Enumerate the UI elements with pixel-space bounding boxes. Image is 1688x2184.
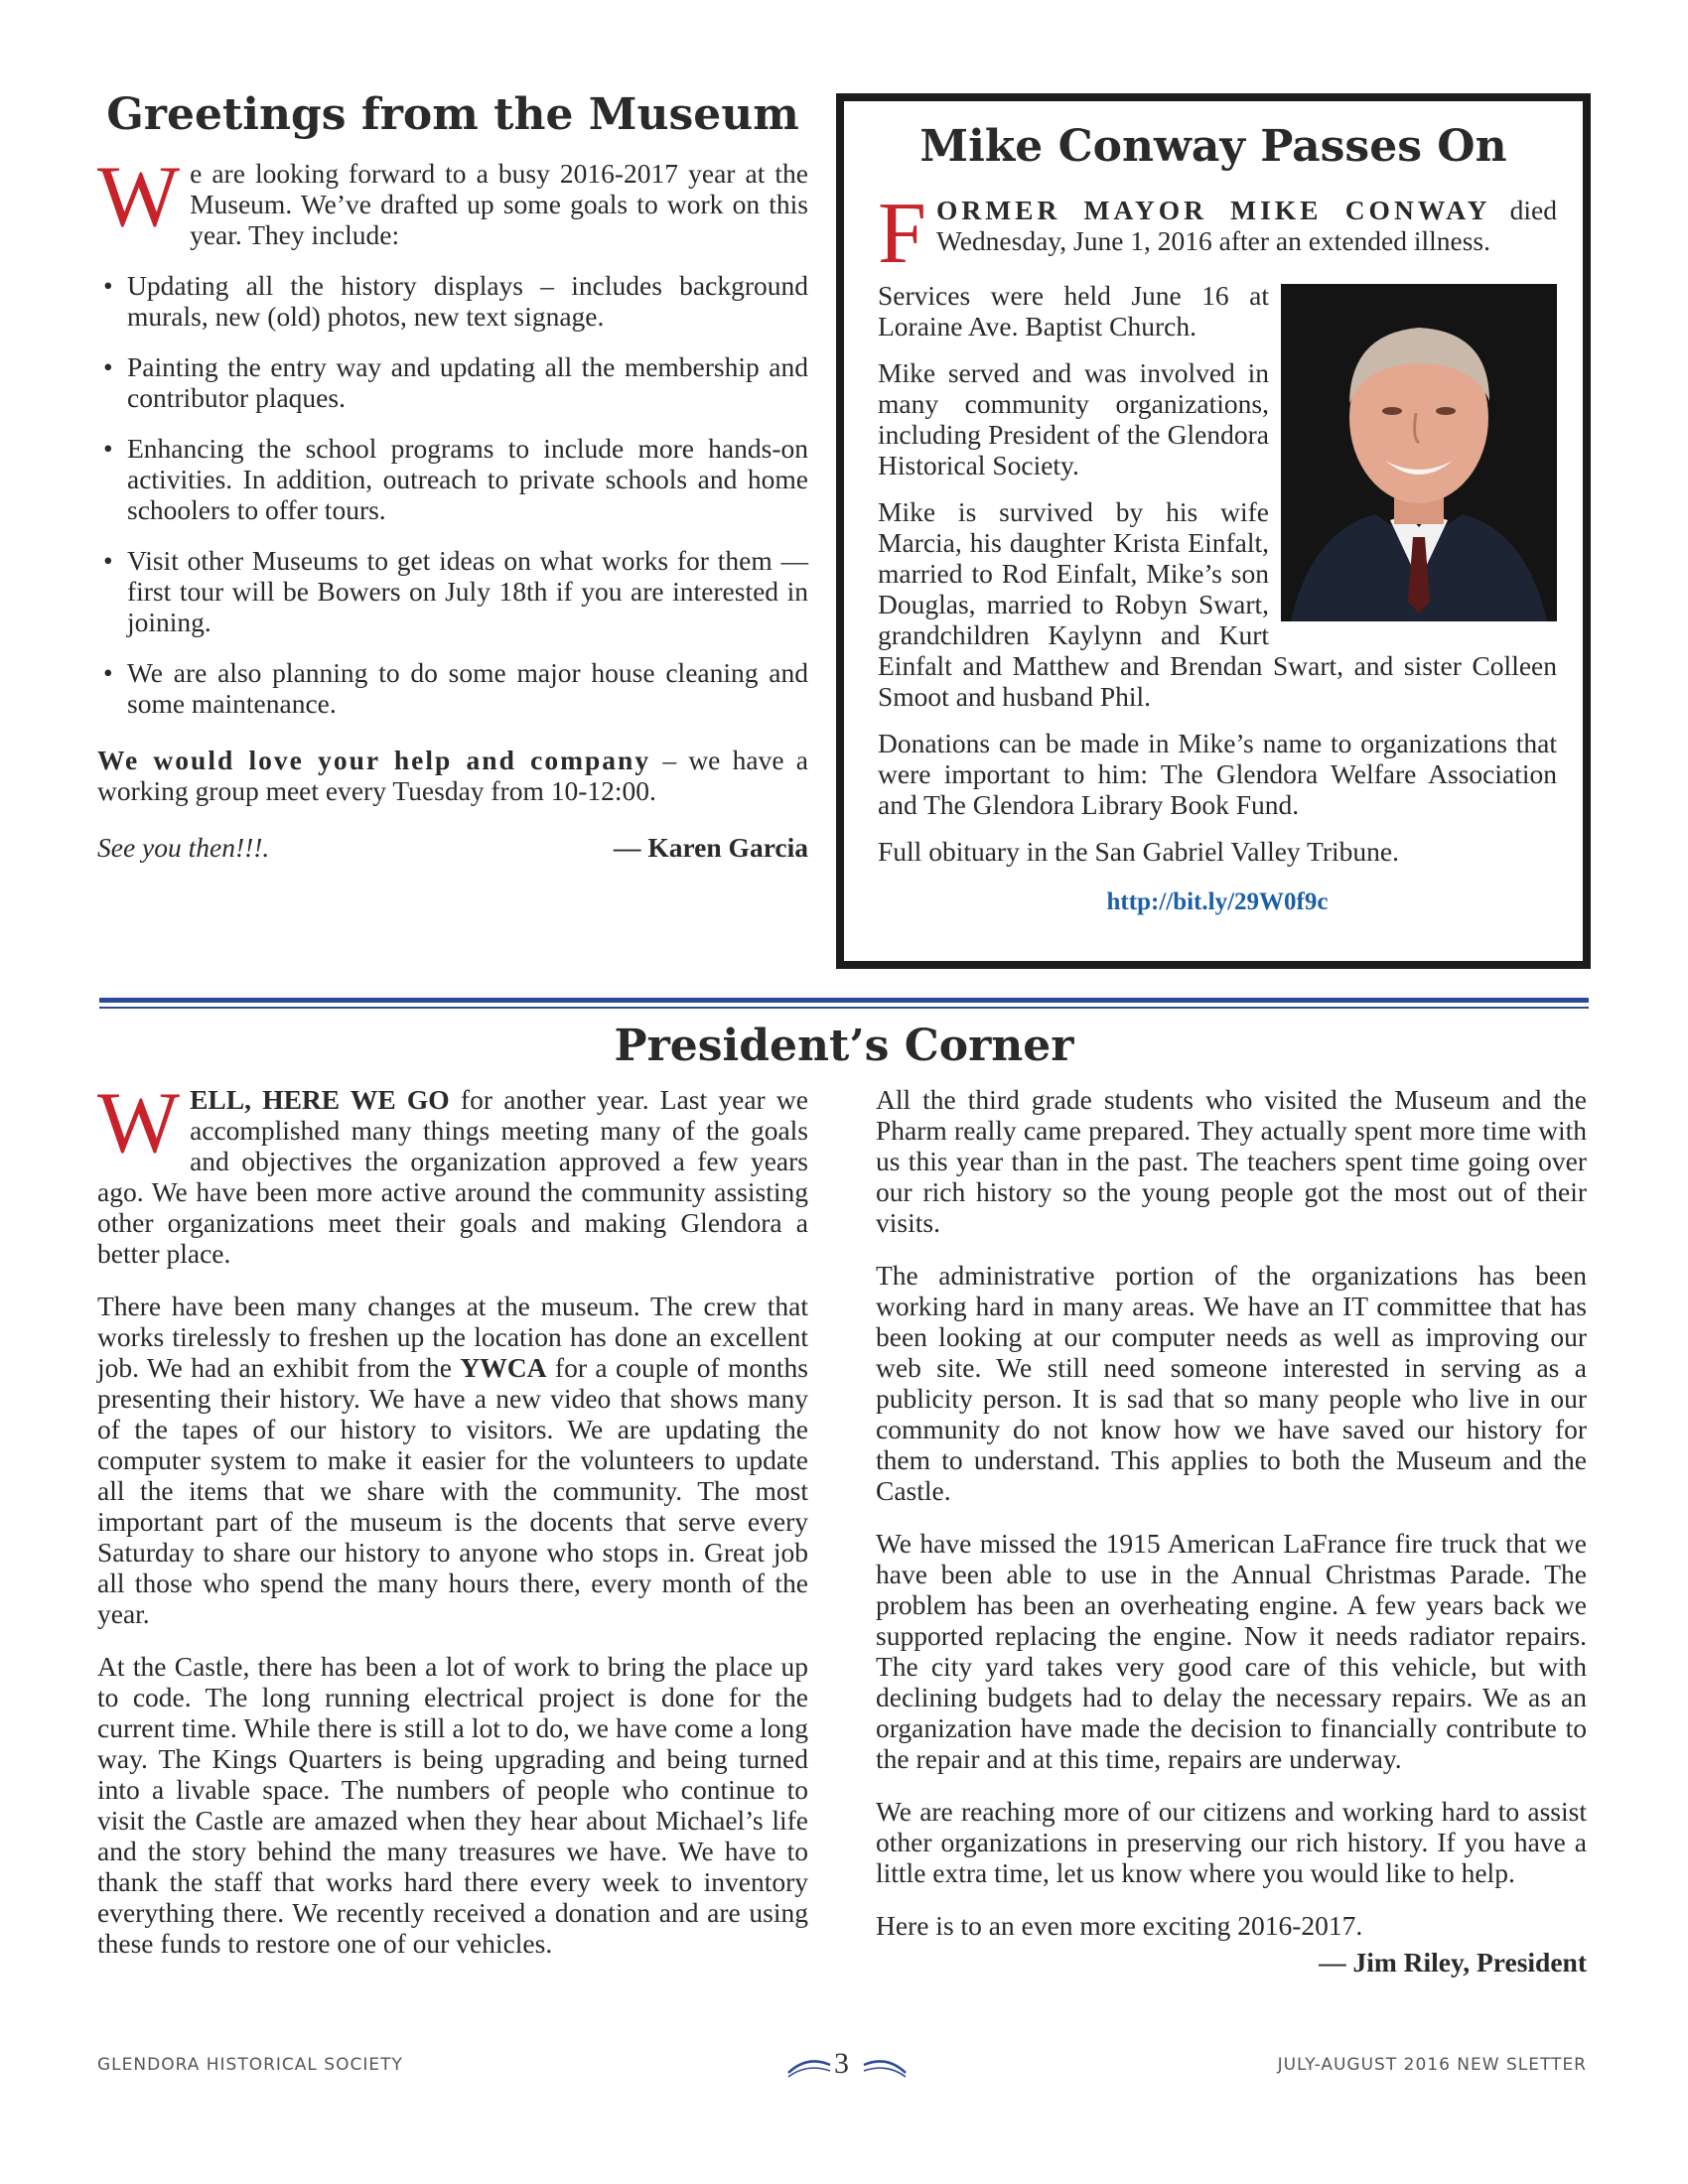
list-item: • We are also planning to do some major house cleaning and some maintenance. xyxy=(97,657,808,719)
president-paragraph: We have missed the 1915 American LaFrance fire truck that we have been able to use in the Annual Christmas Parade. The problem has been an overheating engine. A few years back we supported replacing the engine. Now it needs radiator repairs. The city yard takes very good care of this vehicle, but with declining budgets had to delay the necessary repairs. We as an organization have made the decision to financially contribute to the repair and at this time, repairs are underway. xyxy=(876,1528,1587,1774)
president-paragraph: We are reaching more of our citizens and working hard to assist other organizations in preserving our rich history. If you have a little extra time, let us know where you would like to help. xyxy=(876,1796,1587,1888)
page-footer xyxy=(97,2047,1587,2087)
obituary-lead-text: died Wednesday, June 1, 2016 after an extended illness. xyxy=(935,195,1557,256)
president-lead-caps: ELL, HERE WE GO xyxy=(190,1084,450,1115)
greetings-intro-text: e are looking forward to a busy 2016-2017 year at the Museum. We’ve drafted up some goals to work on this year. They include: xyxy=(190,158,808,250)
greetings-title: Greetings from the Museum xyxy=(106,89,799,140)
president-dropcap: W xyxy=(97,1075,181,1171)
footer-society-name: GLENDORA HISTORICAL SOCIETY xyxy=(97,2055,403,2075)
president-paragraph: Here is to an even more exciting 2016-2017. xyxy=(876,1910,1363,1941)
page-number: 3 xyxy=(834,2047,850,2080)
obituary-title: Mike Conway Passes On xyxy=(919,121,1507,172)
obituary-link[interactable]: http://bit.ly/29W0f9c xyxy=(1106,888,1329,915)
greetings-closing: See you then!!!. xyxy=(97,832,270,863)
greetings-intro xyxy=(97,149,808,250)
president-paragraph: At the Castle, there has been a lot of work to bring the place up to code. The long running electrical project is done for the current time. While there is still a lot to do, we have come a long way. The Kings Quarters is being upgrading and being turned into a livable space. The numbers of people who continue to visit the Castle are amazed when they hear about Michael’s life and the story behind the many treasures we have. We have to thank the staff that works hard there every week to inventory everything there. We recently received a donation and are using these funds to restore one of our vehicles. xyxy=(97,1651,808,1959)
obituary-lead xyxy=(878,186,1557,282)
mike-conway-portrait xyxy=(1281,284,1557,621)
president-paragraph: The administrative portion of the organizations has been working hard in many areas. We have an IT committee that has been looking at our computer needs as well as improving our web site. We still need someone interested in serving as a publicity person. It is sad that so many people who live in our community do not know how we have saved our history for them to understand. This applies to both the Museum and the Castle. xyxy=(876,1260,1587,1506)
list-item: • Visit other Museums to get ideas on what works for them — first tour will be Bowers on July 18th if you are interested in joining. xyxy=(97,545,808,637)
section-divider xyxy=(99,998,1589,1009)
greetings-dropcap: W xyxy=(97,149,181,245)
list-item: • Updating all the history displays – includes background murals, new (old) photos, new text signage. xyxy=(97,270,808,332)
obituary-survivors: Mike is survived by his wife Marcia, his daughter Krista Einfalt, married to Rod Einfalt, Mike’s son Douglas, married to Robyn Swart, grandchildren Kaylynn and Kurt Einfalt and Matthew and Brendan Swart, and sister Colleen Smoot and husband Phil. xyxy=(878,496,1557,712)
greetings-goal-list xyxy=(97,270,808,719)
page-number-ornament xyxy=(782,2047,912,2087)
greetings-help xyxy=(97,745,808,806)
obituary-dropcap: F xyxy=(878,186,926,282)
president-ywca: YWCA xyxy=(460,1352,547,1383)
presidents-corner-right-column xyxy=(876,1084,1587,1978)
greetings-article xyxy=(97,89,808,863)
presidents-corner-left-column xyxy=(97,1075,808,1959)
list-item: • Painting the entry way and updating all the membership and contributor plaques. xyxy=(97,351,808,413)
president-museum-text: There have been many changes at the museum. The crew that works tirelessly to freshen up the location has done an excellent job. We had an exhibit from the xyxy=(97,1291,808,1383)
obituary-services: Services were held June 16 at Loraine Ave. Baptist Church. xyxy=(878,280,1269,341)
obituary-donations: Donations can be made in Mike’s name to organizations that were important to him: The Glendora Welfare Association and The Glendora Library Book Fund. xyxy=(878,728,1557,820)
list-item: • Enhancing the school programs to include more hands-on activities. In addition, outreach to private schools and home schoolers to offer tours. xyxy=(97,433,808,525)
greetings-signoff xyxy=(97,832,808,863)
greetings-help-bold: We would love your help and company xyxy=(97,745,651,775)
greetings-help-text: – we have a working group meet every Tuesday from 10-12:00. xyxy=(97,745,808,806)
obituary-lead-caps: ORMER MAYOR MIKE CONWAY xyxy=(935,195,1491,225)
president-paragraph xyxy=(97,1075,808,1269)
president-paragraph: All the third grade students who visited the Museum and the Pharm really came prepared. They actually spent more time with us this year than in the past. The teachers spent time going over our rich history so the young people got the most out of their visits. xyxy=(876,1084,1587,1238)
obituary-box xyxy=(836,93,1591,969)
president-museum-text-cont: for a couple of months presenting their history. We have a new video that shows many of the tapes of our history to visitors. We are updating the computer system to make it easier for the volunteers to update all the items that we share with the community. The most important part of the museum is the docents that serve every Saturday to share our history to anyone who stops in. Great job all those who spend the many hours there, every month of the year. xyxy=(97,1352,808,1629)
obituary-full-notice: Full obituary in the San Gabriel Valley Tribune. xyxy=(878,836,1400,867)
president-paragraph xyxy=(97,1291,808,1629)
president-signature: — Jim Riley, President xyxy=(1319,1947,1587,1978)
presidents-corner-title: President’s Corner xyxy=(614,1021,1074,1071)
obituary-service-record: Mike served and was involved in many community organizations, including President of the Glendora Historical Society. xyxy=(878,357,1269,480)
president-lead-text: for another year. Last year we accomplished many things meeting many of the goals and objectives the organization approved a few years ago. We have been more active around the community assisting other organizations meet their goals and making Glendora a better place. xyxy=(97,1084,808,1269)
greetings-signature: — Karen Garcia xyxy=(613,832,808,863)
footer-issue: JULY-AUGUST 2016 NEW SLETTER xyxy=(1277,2055,1587,2075)
